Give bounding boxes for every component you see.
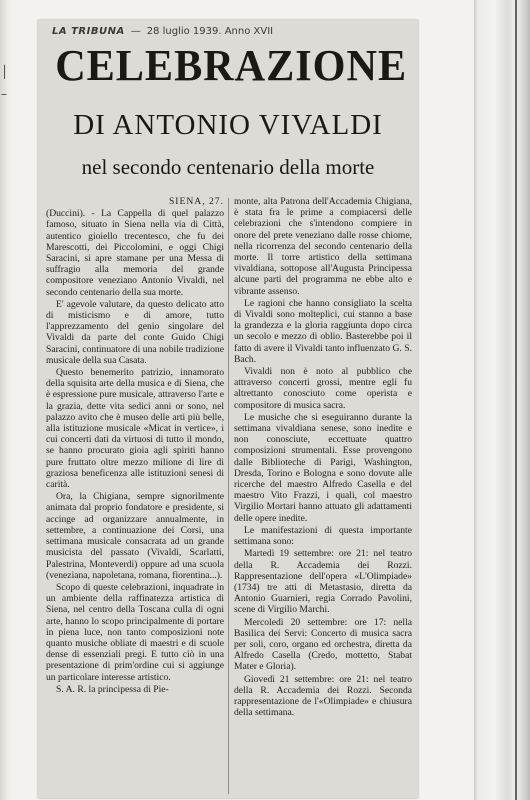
article-paragraph: S. A. R. la principessa di Pie-: [56, 683, 169, 695]
article-paragraph: Le manifestazioni di questa importante settimana sono:: [234, 524, 412, 548]
headline-main: CELEBRAZIONE: [55, 41, 408, 90]
article-paragraph: Le ragioni che hanno consigliato la scelta di Vivaldi sono molteplici, cui stanno a base la grandezza e la gloria raggiunta dopo circa un secolo e mezzo di oblio. Basterebbe poi il fatto di avere il Vivaldi tanto influenzato G. S. Bach.: [234, 297, 412, 365]
article-paragraph: Scopo di queste celebrazioni, inquadrate in un ambiente della raffinatezza artistica di Siena, nel centro della Toscana culla di ogni arte, hanno lo scopo principalmente di portare in piena luce, non tanto composizioni note quanto musiche obliate di maestri e di scuole dense di essenziali pregi. E tutto ciò in una presentazione di prim'ordine cui si aggiunge un particolare interesse artistico.: [46, 581, 224, 683]
newspaper-name: LA TRIBUNA: [52, 26, 125, 37]
page-fold-line: [515, 0, 517, 800]
margin-mark: –: [1, 87, 7, 101]
article-column-right: [234, 196, 412, 719]
schedule-item: Mercoledì 20 settembre: ore 17: nella Basilica dei Servi: Concerto di musica sacra per soli, coro, organo ed orchestra, diretta da Alfredo Casella (Credo, mottetto, Stabat Mater e Gloria).: [234, 616, 412, 673]
article-paragraph: monte, alta Patrona dell'Accademia Chigiana, è stata fra le prime a compiacersi delle celebrazioni che s'intendono compiere in onore del prete veneziano dalle rosse chiome, nella ricorrenza del secondo centenario della morte. Il torre artistico della settimana vivaldiana, sottopose all'Augusta Principessa alcune parti del programma ne ebbe alto e vibrante assenso.: [234, 196, 412, 297]
column-rule: [228, 198, 229, 794]
dateline: SIENA, 27.: [168, 196, 224, 207]
schedule-item: Martedì 19 settembre: ore 21: nel teatro della R. Accademia dei Rozzi. Rappresentazione dell'opera «L'Olimpiade» (1734) tre atti di Metastasio, diretta da Antonio Guarnieri, regia Corrado Pavolini, scene di Virgilio Marchi.: [234, 548, 412, 616]
article-paragraph: Questo benemerito patrizio, innamorato della squisita arte della musica e di Siena, che è espressione pure musicale, attraverso l'arte e la grazia, dette vita sedici anni or sono, nel palazzo avito che è museo delle arti più belle, alla istituzione musicale «Micat in vertice», i cui concerti dati da virtuosi di tutto il mondo, se hanno procurato gioia agli spiriti hanno pure fruttato oltre mezzo milione di lire di graziosa beneficenza alle istituzioni senesi di carità.: [46, 367, 224, 491]
newspaper-clipping: [38, 20, 418, 798]
margin-mark: │: [1, 65, 9, 79]
article-column-left: [46, 196, 224, 696]
issue-date: 28 luglio 1939. Anno XVII: [146, 26, 274, 37]
article-paragraph: Ora, la Chigiana, sempre signorilmente animata dal proprio fondatore e presidente, si accinge ad organizzare annualmente, in settembre, a continuazione dei Corsi, una settimana musicale consacrata ad un grande musicista del passato (Vivaldi, Scarlatti, Palestrina, Monteverdi) oppure ad una scuola (veneziana, napoletana, romana, fiorentina...).: [46, 491, 224, 581]
article-paragraph: E' agevole valutare, da questo delicato atto di misticismo e di amore, tutto l'apprezzamento del genio singolare del Vivaldi da parte del conte Guido Chigi Saracini, continuatore di una nobile tradizione musicale della sua Casata.: [46, 298, 224, 366]
right-page-edge: [474, 0, 530, 800]
masthead: [52, 26, 410, 37]
schedule-item: Giovedì 21 settembre: ore 21: nel teatro della R. Accademia dei Rozzi. Seconda rappresentazione de l'«Olimpiade» e chiusura della settimana.: [234, 673, 412, 719]
left-page-edge: [0, 0, 12, 800]
masthead-separator: —: [130, 26, 141, 37]
article-paragraph: Vivaldi non è noto al pubblico che attraverso concerti grossi, mentre egli fu altrettanto conosciuto come operista e compositore di musica sacra.: [234, 366, 412, 411]
article-paragraph: (Duccini). - La Cappella di quel palazzo famoso, situato in Siena nella via di Città, autentico gioiello trecentesco, che fu dei Marescotti, dei Piccolomini, e oggi Chigi Saracini, si apre stamane per una Messa di suffragio alla memoria del grande compositore veneziano Antonio Vivaldi, nel secondo centenario della sua morte.: [46, 208, 224, 298]
headline-subject: DI ANTONIO VIVALDI: [73, 109, 383, 141]
article-paragraph: Le musiche che si eseguiranno durante la settimana vivaldiana senese, sono inedite e non conosciute, eccettuate quattro composizioni strumentali. Esse provengono dalle Biblioteche di Parigi, Washington, Dresda, Torino e Bologna e sono dovute alle ricerche del maestro Alfredo Casella e del maestro Vito Frazzi, i quali, col maestro Virgilio Mortari hanno attuato gli adattamenti delle opere inedite.: [234, 411, 412, 524]
headline-subtitle: nel secondo centenario della morte: [81, 155, 375, 179]
